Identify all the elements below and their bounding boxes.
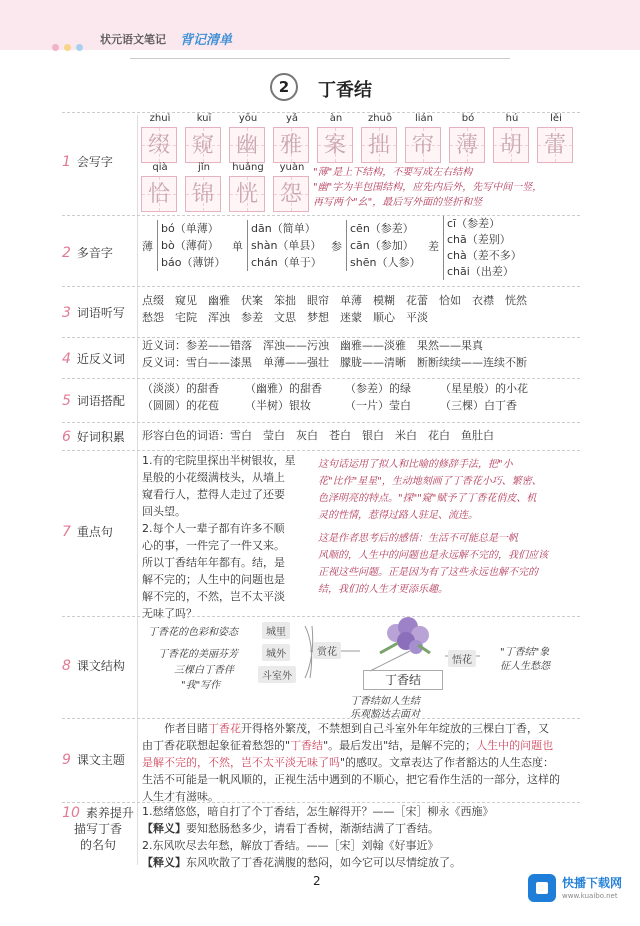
polyphone-readings: cēn（参差） cān（参加） shēn（人参） — [346, 220, 420, 271]
dictation-line: 愁怨 宅院 浑浊 参差 文思 梦想 迷蒙 顺心 平淡 — [142, 311, 428, 324]
tracing-box — [361, 127, 397, 163]
dot-blue — [76, 44, 83, 51]
structure-node: 丁香结如人生结 — [350, 696, 420, 707]
section-label: 7 重点句 — [62, 524, 113, 540]
collocation: （半树）银妆 — [245, 399, 311, 412]
section-label: 10 素养提升 描写丁香 的名句 — [62, 805, 134, 852]
pinyin: lěi — [550, 113, 562, 124]
structure-node: 征人生愁怨 — [500, 661, 550, 672]
writing-cell — [185, 162, 223, 212]
tracing-box — [229, 176, 265, 212]
polyphone-char: 差 — [428, 240, 439, 253]
page-number: 2 — [313, 874, 321, 888]
theme-paragraph: 作者目睹丁香花开得格外繁茂，不禁想到自己斗室外年年绽放的三棵白丁香，又 由丁香花联想起象征着愁怨的"丁香结"。最后发出"结，是解不完的；人生中的问题也 是解不完的，不然，岂不太平淡无味了吗"的感叹。文章表达了作者豁达的人生态度： 生活不可能是一帆风顺的，正视生活中遇到的不顺心，把它看作生活的一部分，这样的 人生才有滋味。 — [142, 722, 560, 803]
tracing-box — [317, 127, 353, 163]
key-sentence-1: 1.有的宅院里探出半树银妆，星 星般的小花缀满枝头，从墙上 窥看行人，惹得人走过了还要 回头望。 — [142, 454, 296, 518]
tracing-char: 缀 — [147, 133, 170, 158]
writing-cell — [449, 113, 487, 163]
pinyin: zhuō — [367, 113, 393, 124]
lilac-flower-icon — [368, 613, 446, 669]
tracing-char: 薄 — [455, 133, 478, 158]
structure-tag: 赏花 — [313, 642, 341, 659]
writing-cell — [141, 113, 179, 163]
section-label: 4 近反义词 — [62, 351, 125, 367]
tracing-box — [185, 127, 221, 163]
collocation: （圆圆）的花苞 — [142, 399, 219, 412]
collocation: （一片）莹白 — [345, 399, 411, 412]
structure-node: 三棵白丁香伴 — [174, 665, 234, 676]
tracing-char: 恰 — [147, 182, 170, 207]
pinyin: qià — [152, 162, 168, 173]
synonym-line: 近义词：参差——错落 浑浊——污浊 幽雅——淡雅 果然——果真 — [142, 339, 483, 352]
antonym-line: 反义词：雪白——漆黑 单薄——强壮 朦胧——清晰 断断续续——连续不断 — [142, 356, 527, 369]
section-label: 2 多音字 — [62, 245, 113, 261]
structure-node: 丁香花的美丽芬芳 — [158, 649, 238, 660]
structure-node: 乐观豁达去面对 — [350, 709, 420, 720]
lesson-number: 2 — [270, 73, 298, 101]
tracing-char: 拙 — [367, 133, 390, 158]
writing-cell — [273, 162, 311, 212]
writing-cell — [185, 113, 223, 163]
watermark — [528, 868, 628, 908]
tracing-char: 窥 — [191, 133, 214, 158]
pinyin: kuī — [196, 113, 212, 124]
pinyin: bó — [461, 113, 475, 124]
structure-tag: 悟花 — [448, 650, 476, 667]
tracing-box — [141, 176, 177, 212]
writing-cell — [317, 113, 355, 163]
pinyin: huǎng — [232, 162, 264, 173]
pinyin: hú — [505, 113, 519, 124]
polyphone-char: 单 — [232, 240, 243, 253]
key-sentence-2: 2.每个人一辈子都有许多不顺 心的事，一件完了一件又来。 所以丁香结年年都有。结，是 解不完的；人生中的问题也是 解不完的，不然，岂不太平淡 无味了吗？ — [142, 522, 285, 620]
page-header — [0, 0, 640, 50]
tracing-box — [405, 127, 441, 163]
tracing-char: 帘 — [411, 133, 434, 158]
polyphone-readings: cī（参差） chā（差别） chà（差不多） chāi（出差） — [443, 216, 522, 280]
tracing-box — [229, 127, 265, 163]
writing-cell — [405, 113, 443, 163]
tracing-char: 案 — [323, 133, 346, 158]
structure-tag: 斗室外 — [258, 666, 296, 683]
pinyin: zhuì — [149, 113, 171, 124]
brand-subtitle: 背记清单 — [180, 33, 233, 48]
structure-tag: 城外 — [262, 644, 290, 661]
pinyin: jǐn — [198, 162, 210, 173]
tracing-box — [273, 176, 309, 212]
watermark-logo-icon — [528, 874, 556, 902]
tracing-box — [185, 176, 221, 212]
tracing-char: 胡 — [499, 133, 522, 158]
pinyin: yǎ — [285, 113, 299, 124]
watermark-title: 快播下载网 — [562, 876, 623, 890]
tracing-char: 怨 — [279, 182, 302, 207]
writing-cell — [229, 113, 267, 163]
section-label: 5 词语搭配 — [62, 393, 125, 409]
tracing-char: 雅 — [279, 133, 302, 158]
lesson-title-text: 丁香结 — [318, 80, 372, 101]
tracing-char: 幽 — [235, 133, 258, 158]
collocation: （三棵）白丁香 — [440, 399, 517, 412]
structure-node: "我"写作 — [181, 680, 221, 691]
header-dots — [52, 36, 88, 55]
structure-tag: 城里 — [262, 622, 290, 639]
poem-2: 2.东风吹尽去年愁，解放丁香结。——［宋］刘翰《好事近》 — [142, 839, 439, 852]
section-label: 8 课文结构 — [62, 658, 125, 674]
structure-node: "丁香结"象 — [500, 647, 550, 658]
writing-cell — [493, 113, 531, 163]
writing-cell — [229, 162, 267, 212]
collocation: （淡淡）的甜香 — [142, 382, 219, 395]
lesson-title — [130, 58, 510, 102]
watermark-url: www.kuaibo.net — [562, 892, 618, 900]
tracing-box — [141, 127, 177, 163]
pinyin: yōu — [238, 113, 258, 124]
pinyin: àn — [329, 113, 343, 124]
collocation: （星星般）的小花 — [440, 382, 528, 395]
writing-cell — [273, 113, 311, 163]
tracing-box — [449, 127, 485, 163]
tracing-box — [273, 127, 309, 163]
polyphone-char: 参 — [331, 240, 342, 253]
good-words-line: 形容白色的词语：雪白 莹白 灰白 苍白 银白 米白 花白 鱼肚白 — [142, 429, 494, 442]
section-label: 6 好词积累 — [62, 429, 125, 445]
brand-name: 状元语文笔记 — [100, 33, 166, 46]
tracing-box — [493, 127, 529, 163]
section-label: 9 课文主题 — [62, 752, 125, 768]
polyphone-char: 薄 — [142, 240, 153, 253]
poems-block: 1.愁绪悠悠，暗自打了个丁香结，怎生解得开？——［宋］柳永《西施》 【释义】要知愁肠愁多少，请看丁香树，渐渐结满了丁香结。 2.东风吹尽去年愁，解放丁香结。——［宋］刘翰《好事近》 【释义】东风吹散了丁香花满腹的愁闷，如今它可以尽情绽放了。 — [142, 803, 580, 871]
section-label: 3 词语听写 — [62, 305, 125, 321]
dictation-line: 点缀 窥见 幽雅 伏案 笨拙 眼帘 单薄 模糊 花蕾 恰如 衣襟 恍然 — [142, 294, 527, 307]
tracing-char: 蕾 — [543, 133, 566, 158]
dot-yellow — [64, 44, 71, 51]
pinyin: lián — [414, 113, 434, 124]
polyphone-readings: dān（简单） shàn（单县） chán（单于） — [247, 220, 322, 271]
collocation: （幽雅）的甜香 — [245, 382, 322, 395]
writing-cell — [141, 162, 179, 212]
collocation: （参差）的绿 — [345, 382, 411, 395]
poem-1: 1.愁绪悠悠，暗自打了个丁香结，怎生解得开？——［宋］柳永《西施》 — [142, 805, 494, 818]
section-label: 1 会写字 — [62, 154, 113, 170]
key-sentence-2-note: 这是作者思考后的感悟：生活不可能总是一帆 风顺的，人生中的问题也是永远解不完的，我们应该 正视这些问题。正是因为有了这些永远也解不完的 结，我们的人生才更添乐趣。 — [318, 533, 548, 595]
writing-cell — [537, 113, 575, 163]
dot-pink — [52, 44, 59, 51]
polyphone-readings: bó（单薄） bò（薄荷） báo（薄饼） — [157, 220, 225, 271]
tracing-box — [537, 127, 573, 163]
tracing-char: 恍 — [235, 182, 258, 207]
tracing-char: 锦 — [191, 182, 214, 207]
writing-note: "薄"是上下结构，不要写成左右结构 "幽"字为半包围结构，应先内后外，先写中间一竖， 再写两个"幺"，最后写外面的竖折和竖 — [313, 167, 543, 208]
structure-center: 丁香结 — [363, 670, 443, 690]
structure-node: 丁香花的色彩和姿态 — [148, 627, 238, 638]
pinyin: yuàn — [279, 162, 305, 173]
writing-cell — [361, 113, 399, 163]
key-sentence-1-note: 这句话运用了拟人和比喻的修辞手法，把"小 花"比作"星星"，生动地刻画了丁香花小巧、繁密、 色泽明亮的特点。"探""窥"赋予了丁香花俏皮、机 灵的性情，惹得过路人驻足、流连。 — [318, 459, 542, 521]
